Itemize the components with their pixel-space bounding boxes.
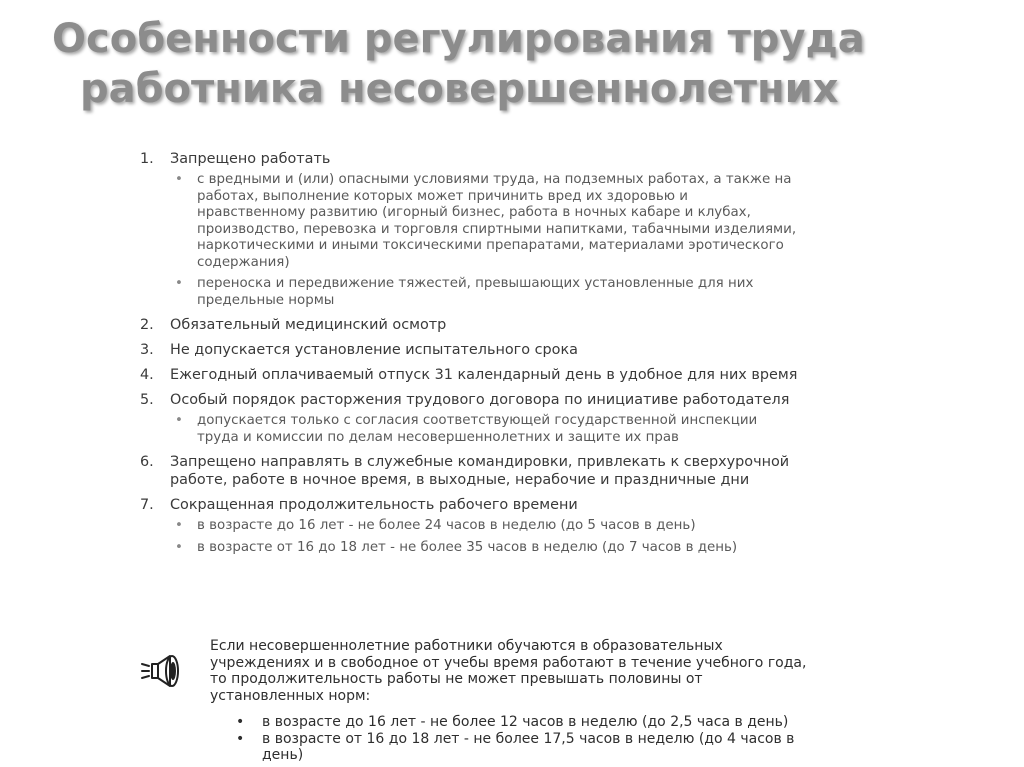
item-text: Запрещено направлять в служебные командировки, привлекать к сверхурочной работе, работе в ночное время, в выходные, нерабочие и праздничные дни bbox=[170, 454, 790, 488]
study-note bbox=[140, 636, 820, 764]
item-number: 4. bbox=[140, 367, 154, 383]
sub-item-text: переноска и передвижение тяжестей, превышающих установленные для них предельные нормы bbox=[197, 276, 754, 308]
note-bullet-text: в возрасте от 16 до 18 лет - не более 17,5 часов в неделю (до 4 часов в день) bbox=[262, 730, 795, 763]
note-bullet: • в возрасте от 16 до 18 лет - не более 17,5 часов в неделю (до 4 часов в день) bbox=[236, 730, 795, 763]
item-number: 6. bbox=[140, 454, 154, 470]
list-item-7 bbox=[140, 496, 800, 556]
sub-item-text: допускается только с согласия соответствующей государственной инспекции труда и комиссии по делам несовершеннолетних и защите их прав bbox=[197, 413, 758, 445]
sub-item-text: с вредными и (или) опасными условиями труда, на подземных работах, а также на работах, выполнение которых может причинить вред их здоровью и нравственному развитию (игорный бизнес, работа в ночных кабаре и клубах, производство, перевозка и торговля спиртными напитками, табачными изделиями, наркотическими и иными токсическими препаратами, материалами эротического содержания) bbox=[197, 172, 797, 270]
sub-item: • с вредными и (или) опасными условиями труда, на подземных работах, а также на работах, выполнение которых может причинить вред их здоровью и нравственному развитию (игорный бизнес, работа в ночных кабаре и клубах, производство, перевозка и торговля спиртными напитками, табачными изделиями, наркотическими и иными токсическими препаратами, материалами эротического содержания) bbox=[175, 172, 797, 270]
sub-item-text: в возрасте от 16 до 18 лет - не более 35 часов в неделю (до 7 часов в день) bbox=[197, 539, 738, 555]
sub-item-text: в возрасте до 16 лет - не более 24 часов в неделю (до 5 часов в день) bbox=[197, 518, 696, 533]
list-item-4 bbox=[140, 366, 800, 384]
item-number: 7. bbox=[140, 497, 154, 513]
item-text: Запрещено работать bbox=[170, 151, 331, 167]
item-text: Ежегодный оплачиваемый отпуск 31 календарный день в удобное для них время bbox=[170, 367, 798, 383]
slide-title-line-1: Особенности регулирования труда bbox=[52, 16, 865, 62]
item-text: Обязательный медицинский осмотр bbox=[170, 317, 447, 333]
rules-list bbox=[140, 150, 800, 563]
list-item-5 bbox=[140, 391, 800, 446]
list-item-1 bbox=[140, 150, 800, 309]
note-bullet-text: в возрасте до 16 лет - не более 12 часов в неделю (до 2,5 часа в день) bbox=[262, 714, 789, 730]
list-item-6 bbox=[140, 453, 800, 489]
megaphone-icon bbox=[140, 650, 196, 690]
slide-title-line-2: работника несовершеннолетних bbox=[80, 66, 839, 112]
sub-item: • в возрасте до 16 лет - не более 24 часов в неделю (до 5 часов в день) bbox=[175, 518, 696, 533]
note-bullet: • в возрасте до 16 лет - не более 12 часов в неделю (до 2,5 часа в день) bbox=[236, 714, 789, 730]
sub-item: • в возрасте от 16 до 18 лет - не более 35 часов в неделю (до 7 часов в день) bbox=[175, 539, 738, 555]
item-number: 3. bbox=[140, 342, 154, 358]
item-number: 1. bbox=[140, 151, 154, 167]
slide-title bbox=[52, 14, 992, 114]
item-text: Особый порядок расторжения трудового договора по инициативе работодателя bbox=[170, 392, 790, 408]
sub-item: • допускается только с согласия соответствующей государственной инспекции труда и комиссии по делам несовершеннолетних и защите их прав bbox=[175, 413, 758, 445]
sub-item: • переноска и передвижение тяжестей, превышающих установленные для них предельные нормы bbox=[175, 276, 754, 308]
list-item-2 bbox=[140, 316, 800, 334]
item-number: 2. bbox=[140, 317, 154, 333]
list-item-3 bbox=[140, 341, 800, 359]
item-number: 5. bbox=[140, 392, 154, 408]
item-text: Сокращенная продолжительность рабочего времени bbox=[170, 497, 578, 513]
item-text: Не допускается установление испытательного срока bbox=[170, 342, 578, 358]
note-text: Если несовершеннолетние работники обучаются в образовательных учреждениях и в свободное от учебы время работают в течение учебного года, то продолжительность работы не может превышать половины от установленных норм: bbox=[210, 638, 807, 704]
